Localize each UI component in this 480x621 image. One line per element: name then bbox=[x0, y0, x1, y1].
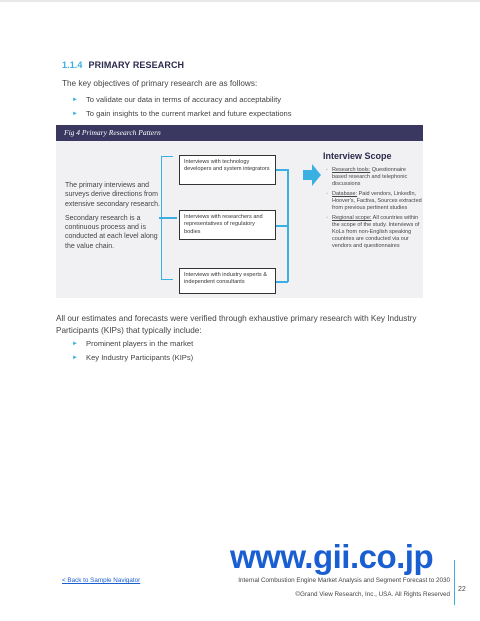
interview-scope-list bbox=[326, 167, 422, 253]
list-item: ◦ Database: Paid vendors, LinkedIn, Hoover's, Factiva, Sources extracted from previous pertinent studies bbox=[326, 191, 422, 212]
connector-line bbox=[159, 217, 177, 219]
watermark: www.gii.co.jp bbox=[230, 538, 434, 575]
triangle-right-icon: ► bbox=[72, 355, 78, 361]
interview-box: Interviews with researchers and representatives of regulatory bodies bbox=[179, 210, 276, 240]
back-to-navigator-link[interactable]: < Back to Sample Navigator bbox=[62, 577, 141, 584]
figure-left-paragraph: The primary interviews and surveys derive directions from extensive secondary research. bbox=[65, 182, 160, 208]
figure-left-text bbox=[65, 181, 165, 251]
objectives-list bbox=[72, 94, 292, 122]
connector-line bbox=[287, 169, 289, 282]
footer-divider bbox=[454, 560, 455, 605]
list-item: ► To validate our data in terms of accuracy and acceptability bbox=[72, 95, 282, 104]
interview-scope-title: Interview Scope bbox=[323, 151, 392, 161]
section-number: 1.1.4 bbox=[62, 60, 83, 70]
arrow-right-icon bbox=[303, 164, 321, 186]
body-paragraph: All our estimates and forecasts were verified through exhaustive primary research with Key Industry Participants (KIPs) that typically include: bbox=[56, 314, 417, 335]
section-heading bbox=[62, 60, 184, 70]
page-number: 22 bbox=[458, 586, 466, 593]
list-item: ► Prominent players in the market bbox=[72, 339, 194, 348]
triangle-right-icon: ► bbox=[72, 111, 78, 117]
footer-report-title: Internal Combustion Engine Market Analysis and Segment Forecast to 2030 bbox=[238, 577, 450, 584]
list-item: ► To gain insights to the current market and future expectations bbox=[72, 109, 292, 118]
list-item: ◦ Research tools: Questionnaire based research and telephonic discussions bbox=[326, 167, 422, 188]
interview-box: Interviews with technology developers and system integrators bbox=[179, 155, 276, 185]
footer-copyright: ©Grand View Research, Inc., USA. All Rights Reserved bbox=[295, 591, 450, 598]
top-rule bbox=[0, 0, 480, 2]
section-title: PRIMARY RESEARCH bbox=[88, 60, 185, 70]
figure-caption: Fig 4 Primary Research Pattern bbox=[56, 125, 423, 141]
intro-text: The key objectives of primary research are as follows: bbox=[62, 79, 258, 88]
triangle-right-icon: ► bbox=[72, 97, 78, 103]
figure-left-paragraph: Secondary research is a continuous process and is conducted at each level along the value chain. bbox=[65, 214, 158, 250]
participants-list bbox=[72, 338, 193, 366]
list-item: ◦ Regional scope: All countries within the scope of the study. Interviews of KoLs from non-English speaking countries are conducted via our vendors and questionnaires bbox=[326, 215, 422, 250]
list-item: ► Key Industry Participants (KIPs) bbox=[72, 353, 194, 362]
interview-box: Interviews with industry experts & independent consultants bbox=[179, 268, 276, 294]
triangle-right-icon: ► bbox=[72, 341, 78, 347]
research-pattern-figure bbox=[56, 125, 423, 298]
